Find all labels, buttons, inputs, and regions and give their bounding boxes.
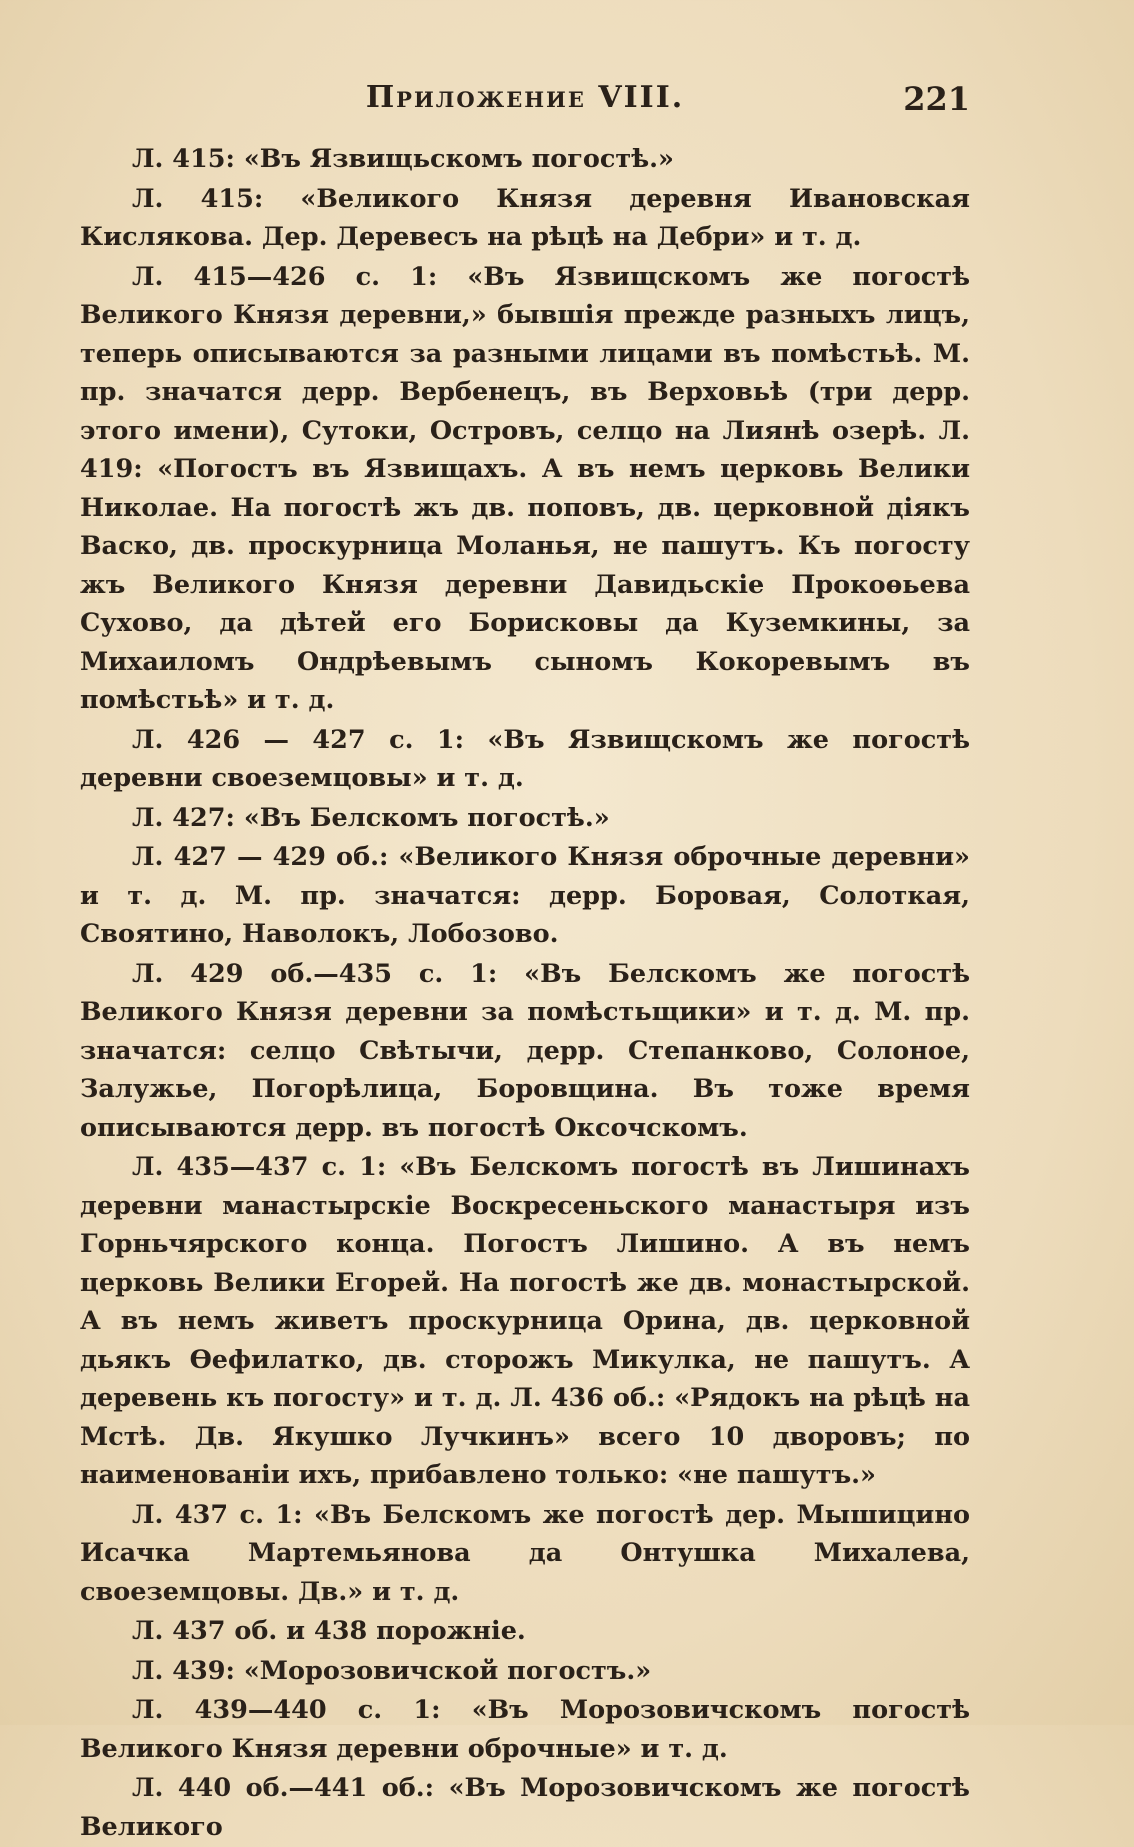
paragraph-10: Л. 437 об. и 438 порожніе. [132, 1616, 526, 1646]
paragraph-1: Л. 415: «Въ Язвищьскомъ погостѣ.» [132, 144, 674, 174]
paragraph-12: Л. 439—440 с. 1: «Въ Морозовичскомъ погостѣ Великого Князя деревни оброчные» и т. д. [80, 1695, 970, 1764]
paragraph-2: Л. 415: «Великого Князя деревня Ивановская Кислякова. Дер. Деревесъ на рѣцѣ на Дебри» и т. д. [80, 183, 970, 252]
paragraph-6: Л. 427 — 429 об.: «Великого Князя оброчные деревни» и т. д. М. пр. значатся: дерр. Боровая, Солоткая, Своятино, Наволокъ, Лобозово. [80, 842, 970, 949]
body-text [80, 140, 970, 1847]
paragraph-8: Л. 435—437 с. 1: «Въ Белскомъ погостѣ въ Лишинахъ деревни манастырскіе Воскресеньского манастыря изъ Горньчярского конца. Погостъ Лишино. А въ немъ церковь Велики Егорей. На погостѣ же дв. монастырской. А въ немъ живетъ проскурница Орина, дв. церковной дьякъ Ѳефилатко, дв. сторожъ Микулка, не пашутъ. А деревень къ погосту» и т. д. Л. 436 об.: «Рядокъ на рѣцѣ на Мстѣ. Дв. Якушко Лучкинъ» всего 10 дворовъ; по наименованіи ихъ, прибавлено только: «не пашутъ.» [80, 1152, 970, 1490]
paragraph-3: Л. 415—426 с. 1: «Въ Язвищскомъ же погостѣ Великого Князя деревни,» бывшія прежде разныхъ лицъ, теперь описываются за разными лицами въ помѣстьѣ. М. пр. значатся дерр. Вербенецъ, въ Верховьѣ (три дерр. этого имени), Сутоки, Островъ, селцо на Лиянѣ озерѣ. Л. 419: «Погостъ въ Язвищахъ. А въ немъ церковь Велики Николае. На погостѣ жъ дв. поповъ, дв. церковной діякъ Васко, дв. проскурница Моланья, не пашутъ. Къ погосту жъ Великого Князя деревни Давидьскіе Прокоѳьева Сухово, да дѣтей его Борисковы да Куземкины, за Михаиломъ Ондрѣевымъ сыномъ Кокоревымъ въ помѣстьѣ» и т. д. [80, 261, 970, 715]
page-header [80, 80, 970, 120]
paragraph-4: Л. 426 — 427 с. 1: «Въ Язвищскомъ же погостѣ деревни своеземцовы» и т. д. [80, 724, 970, 793]
paragraph-13: Л. 440 об.—441 об.: «Въ Морозовичскомъ же погостѣ Великого [80, 1773, 970, 1842]
running-head: Приложение VIII. [365, 80, 685, 115]
paragraph-7: Л. 429 об.—435 с. 1: «Въ Белскомъ же погостѣ Великого Князя деревни за помѣстьщики» и т. д. М. пр. значатся: селцо Свѣтычи, дерр. Степанково, Солоное, Залужье, Погорѣлица, Боровщина. Въ тоже время описываются дерр. въ погостѣ Оксочскомъ. [80, 958, 970, 1143]
paragraph-9: Л. 437 с. 1: «Въ Белскомъ же погостѣ дер. Мышицино Исачка Мартемьянова да Онтушка Михалева, своеземцовы. Дв.» и т. д. [80, 1499, 970, 1607]
page-number: 221 [903, 80, 970, 118]
paragraph-5: Л. 427: «Въ Белскомъ погостѣ.» [132, 802, 610, 833]
paragraph-11: Л. 439: «Морозовичской погостъ.» [132, 1655, 652, 1686]
